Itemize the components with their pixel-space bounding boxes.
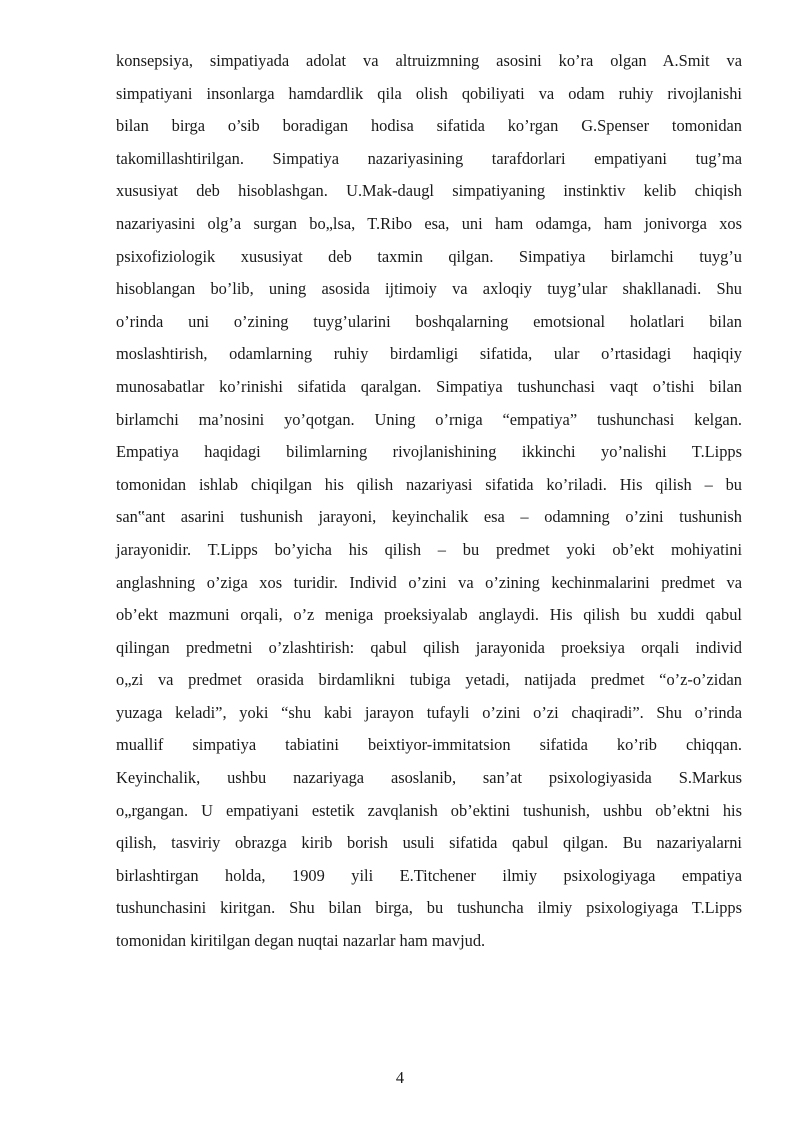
text-line: Keyinchalik, ushbu nazariyaga asoslanib, san’at psixologiyasida S.Markus	[116, 768, 742, 788]
text-line: tushunchasini kiritgan. Shu bilan birga, bu tushuncha ilmiy psixologiyaga T.Lipps	[116, 898, 742, 918]
text-line: Empatiya haqidagi bilimlarning rivojlanishining ikkinchi yo’nalishi T.Lipps	[116, 442, 742, 462]
text-line: o’rinda uni o’zining tuyg’ularini boshqalarning emotsional holatlari bilan	[116, 311, 742, 331]
text-line: konsepsiya, simpatiyada adolat va altruizmning asosini ko’ra olgan A.Smit va	[116, 51, 742, 70]
text-line: hisoblangan bo’lib, uning asosida ijtimoiy va axloqiy tuyg’ular shakllanadi. Shu	[116, 279, 742, 299]
text-line: yuzaga keladi”, yoki “shu kabi jarayon tufayli o’zini o’zi chaqiradi”. Shu o’rinda	[116, 702, 742, 722]
text-line: ob’ekt mazmuni orqali, o’z meniga proeksiyalab anglaydi. His qilish bu xuddi qabul	[116, 605, 742, 625]
text-line: anglashning o’ziga xos turidir. Individ o’zini va o’zining kechinmalarini predmet va	[116, 572, 742, 592]
text-line: o„rgangan. U empatiyani estetik zavqlanish ob’ektini tushunish, ushbu ob’ektni his	[116, 800, 742, 820]
page-number: 4	[395, 1068, 405, 1087]
text-line: xususiyat deb hisoblashgan. U.Mak-daugl simpatiyaning instinktiv kelib chiqish	[116, 181, 742, 201]
text-line: qilingan predmetni o’zlashtirish: qabul qilish jarayonida proeksiya orqali individ	[116, 637, 742, 657]
text-line-last: tomonidan kiritilgan degan nuqtai nazarlar ham mavjud.	[116, 931, 486, 951]
text-line: takomillashtirilgan. Simpatiya nazariyasining tarafdorlari empatiyani tug’ma	[116, 148, 742, 168]
body-paragraph	[116, 45, 742, 958]
text-line: muallif simpatiya tabiatini beixtiyor-immitatsion sifatida ko’rib chiqqan.	[116, 735, 742, 755]
text-line: qilish, tasviriy obrazga kirib borish usuli sifatida qabul qilgan. Bu nazariyalarni	[116, 833, 742, 853]
text-line: tomonidan ishlab chiqilgan his qilish nazariyasi sifatida ko’riladi. His qilish – bu	[116, 474, 742, 494]
text-line: san‟ant asarini tushunish jarayoni, keyinchalik esa – odamning o’zini tushunish	[116, 507, 742, 527]
text-line: nazariyasini olg’a surgan bo„lsa, T.Ribo esa, uni ham odamga, ham jonivorga xos	[116, 213, 742, 233]
text-line: simpatiyani insonlarga hamdardlik qila olish qobiliyati va odam ruhiy rivojlanishi	[116, 83, 742, 103]
text-line: jarayonidir. T.Lipps bo’yicha his qilish – bu predmet yoki ob’ekt mohiyatini	[116, 539, 742, 559]
text-line: birlamchi ma’nosini yo’qotgan. Uning o’rniga “empatiya” tushunchasi kelgan.	[116, 409, 742, 429]
text-line: psixofiziologik xususiyat deb taxmin qilgan. Simpatiya birlamchi tuyg’u	[116, 246, 742, 266]
text-line: bilan birga o’sib boradigan hodisa sifatida ko’rgan G.Spenser tomonidan	[116, 116, 742, 136]
text-line: birlashtirgan holda, 1909 yili E.Titchener ilmiy psixologiyaga empatiya	[116, 865, 742, 885]
text-line: moslashtirish, odamlarning ruhiy birdamligi sifatida, ular o’rtasidagi haqiqiy	[116, 344, 742, 364]
text-line: o„zi va predmet orasida birdamlikni tubiga yetadi, natijada predmet “o’z-o’zidan	[116, 670, 742, 690]
text-line: munosabatlar ko’rinishi sifatida qaralgan. Simpatiya tushunchasi vaqt o’tishi bilan	[116, 376, 742, 396]
